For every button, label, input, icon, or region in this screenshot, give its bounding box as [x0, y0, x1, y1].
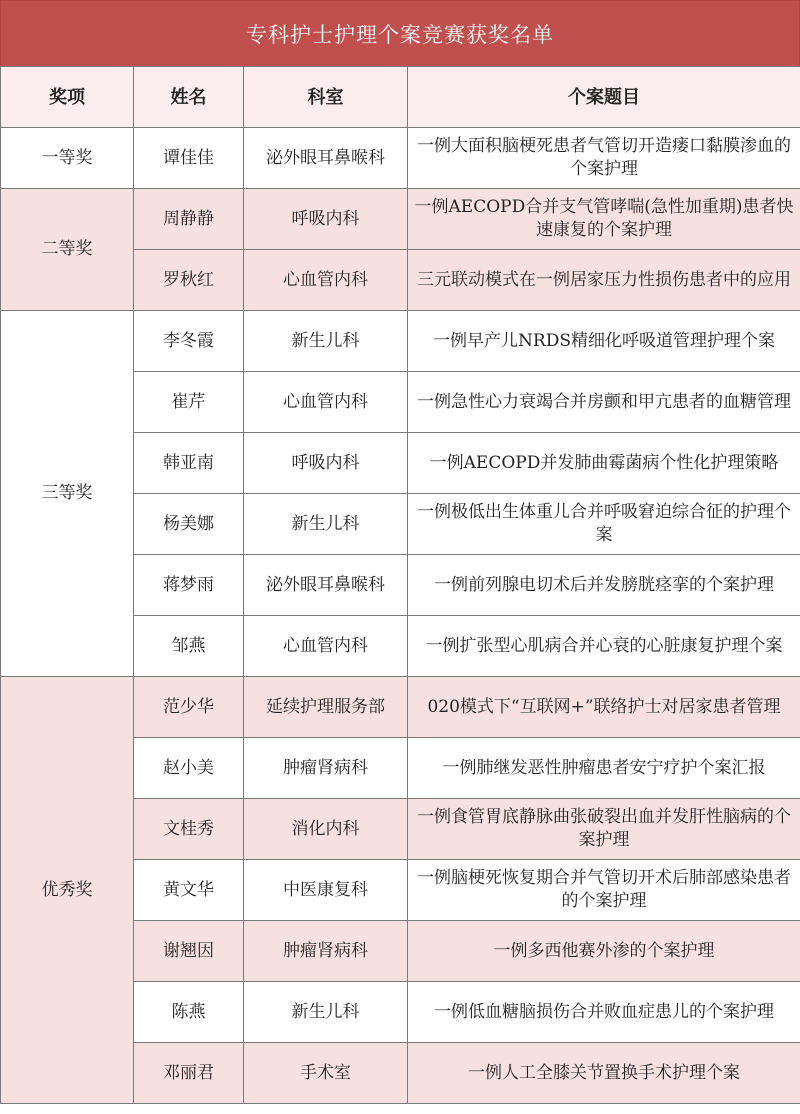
award-level-excellent: 优秀奖 [1, 677, 134, 1104]
winner-name: 范少华 [134, 677, 244, 738]
case-topic: 一例人工全膝关节置换手术护理个案 [408, 1043, 800, 1104]
winner-name: 邓丽君 [134, 1043, 244, 1104]
case-topic: 一例低血糖脑损伤合并败血症患儿的个案护理 [408, 982, 800, 1043]
department: 中医康复科 [244, 860, 408, 921]
table-row [1, 311, 800, 372]
department: 新生儿科 [244, 982, 408, 1043]
table-row [1, 189, 800, 250]
header-award: 奖项 [1, 67, 134, 128]
winner-name: 杨美娜 [134, 494, 244, 555]
header-topic: 个案题目 [408, 67, 800, 128]
header-row [1, 67, 800, 128]
winner-name: 邹燕 [134, 616, 244, 677]
department: 肿瘤肾病科 [244, 738, 408, 799]
case-topic: 一例扩张型心肌病合并心衰的心脏康复护理个案 [408, 616, 800, 677]
winner-name: 黄文华 [134, 860, 244, 921]
department: 呼吸内科 [244, 189, 408, 250]
department: 心血管内科 [244, 372, 408, 433]
header-dept: 科室 [244, 67, 408, 128]
department: 心血管内科 [244, 250, 408, 311]
department: 延续护理服务部 [244, 677, 408, 738]
award-level-second: 二等奖 [1, 189, 134, 311]
case-topic: 一例脑梗死恢复期合并气管切开术后肺部感染患者的个案护理 [408, 860, 800, 921]
case-topic: 一例AECOPD并发肺曲霉菌病个性化护理策略 [408, 433, 800, 494]
case-topic: 一例多西他赛外渗的个案护理 [408, 921, 800, 982]
case-topic: 020模式下“互联网+”联络护士对居家患者管理 [408, 677, 800, 738]
winner-name: 谭佳佳 [134, 128, 244, 189]
department: 心血管内科 [244, 616, 408, 677]
table-title: 专科护士护理个案竞赛获奖名单 [0, 0, 800, 67]
winner-name: 赵小美 [134, 738, 244, 799]
department: 消化内科 [244, 799, 408, 860]
department: 新生儿科 [244, 311, 408, 372]
winner-name: 李冬霞 [134, 311, 244, 372]
case-topic: 一例早产儿NRDS精细化呼吸道管理护理个案 [408, 311, 800, 372]
department: 新生儿科 [244, 494, 408, 555]
case-topic: 一例前列腺电切术后并发膀胱痉挛的个案护理 [408, 555, 800, 616]
winner-name: 陈燕 [134, 982, 244, 1043]
award-level-third: 三等奖 [1, 311, 134, 677]
case-topic: 一例肺继发恶性肿瘤患者安宁疗护个案汇报 [408, 738, 800, 799]
department: 呼吸内科 [244, 433, 408, 494]
winner-name: 周静静 [134, 189, 244, 250]
department: 肿瘤肾病科 [244, 921, 408, 982]
winner-name: 文桂秀 [134, 799, 244, 860]
winner-name: 谢翘因 [134, 921, 244, 982]
award-level-first: 一等奖 [1, 128, 134, 189]
department: 泌外眼耳鼻喉科 [244, 555, 408, 616]
award-table [0, 66, 800, 1104]
case-topic: 一例急性心力衰竭合并房颤和甲亢患者的血糖管理 [408, 372, 800, 433]
table-row [1, 677, 800, 738]
department: 手术室 [244, 1043, 408, 1104]
case-topic: 一例极低出生体重儿合并呼吸窘迫综合征的护理个案 [408, 494, 800, 555]
case-topic: 三元联动模式在一例居家压力性损伤患者中的应用 [408, 250, 800, 311]
case-topic: 一例AECOPD合并支气管哮喘(急性加重期)患者快速康复的个案护理 [408, 189, 800, 250]
winner-name: 韩亚南 [134, 433, 244, 494]
header-name: 姓名 [134, 67, 244, 128]
case-topic: 一例食管胃底静脉曲张破裂出血并发肝性脑病的个案护理 [408, 799, 800, 860]
department: 泌外眼耳鼻喉科 [244, 128, 408, 189]
winner-name: 蒋梦雨 [134, 555, 244, 616]
winner-name: 罗秋红 [134, 250, 244, 311]
table-row [1, 128, 800, 189]
winner-name: 崔芹 [134, 372, 244, 433]
case-topic: 一例大面积脑梗死患者气管切开造瘘口黏膜渗血的个案护理 [408, 128, 800, 189]
